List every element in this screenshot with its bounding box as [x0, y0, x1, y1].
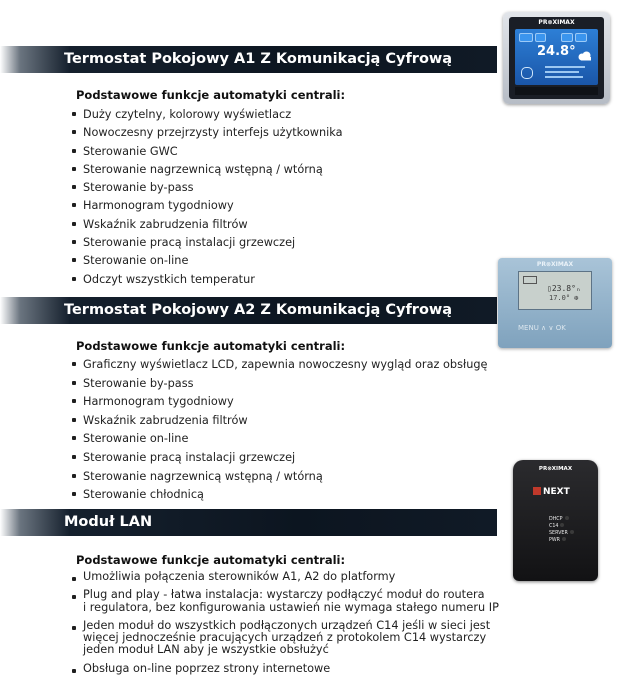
bullet-icon — [72, 149, 76, 153]
feature-item-label: Odczyt wszystkich temperatur — [83, 272, 255, 286]
feature-item — [72, 430, 487, 449]
feature-item-label: Sterowanie nagrzewnicą wstępną / wtórną — [83, 162, 323, 176]
thermostat-a1-image — [503, 12, 610, 104]
lan-module-leds — [549, 516, 574, 544]
feature-item-label: Sterowanie pracą instalacji grzewczej — [83, 450, 296, 464]
lan-led-label: C14 — [549, 524, 559, 529]
feature-item-line: Jeden moduł do wszystkich podłączonych urządzeń C14 jeśli w sieci jest — [83, 618, 491, 632]
feature-item-label: Sterowanie by-pass — [83, 181, 194, 195]
section-lan-subtitle: Podstawowe funkcje automatyki centrali: — [76, 553, 346, 567]
section-a2-features — [72, 356, 487, 505]
feature-item-label: Wskaźnik zabrudzenia filtrów — [83, 217, 248, 231]
thermostat-a1-brand: PR⊗XIMAX — [538, 19, 575, 26]
feature-item — [72, 412, 487, 431]
feature-item-label: Graficzny wyświetlacz LCD, zapewnia nowoczesny wygląd oraz obsługę — [83, 358, 488, 371]
thermostat-a1-temperature: 24.8° — [537, 44, 576, 59]
feature-item — [72, 449, 487, 468]
section-a2-title: Termostat Pokojowy A2 Z Komunikacją Cyfrową — [64, 302, 453, 318]
feature-item — [72, 143, 343, 161]
thermostat-a2-keys: MENU ∧ ∨ OK — [518, 324, 566, 332]
thermostat-a2-brand: PR⊗XIMAX — [536, 261, 574, 268]
bullet-icon — [72, 240, 76, 244]
bullet-icon — [72, 436, 76, 440]
feature-item — [72, 234, 343, 252]
feature-item — [72, 375, 487, 394]
feature-item-label: Sterowanie chłodnicą — [83, 488, 204, 502]
thermostat-a1-screen — [515, 29, 598, 85]
feature-item — [72, 197, 343, 215]
feature-item-label: Wskaźnik zabrudzenia filtrów — [83, 413, 248, 427]
feature-item — [72, 393, 487, 412]
bullet-icon — [72, 626, 76, 630]
section-lan-title: Moduł LAN — [64, 514, 153, 530]
feature-item — [72, 486, 487, 505]
bullet-icon — [72, 277, 76, 281]
feature-item-line: Plug and play - łatwa instalacja: wystarczy podłączyć moduł do routera — [83, 588, 485, 602]
bullet-icon — [72, 455, 76, 459]
bullet-icon — [72, 222, 76, 226]
bullet-icon — [72, 112, 76, 116]
feature-item — [72, 252, 343, 270]
feature-item-label: Nowoczesny przejrzysty interfejs użytkownika — [83, 126, 343, 140]
section-lan-header — [0, 509, 497, 536]
feature-item-line: więcej jednocześnie pracujących urządzeń z protokolem C14 wystarczy — [83, 631, 487, 645]
section-a1-features — [72, 106, 343, 289]
bullet-icon — [72, 474, 76, 478]
feature-item-label: Sterowanie on-line — [83, 432, 189, 446]
led-indicator-icon — [570, 530, 574, 534]
next-logo-icon — [533, 487, 541, 495]
feature-item-label: Harmonogram tygodniowy — [83, 395, 234, 409]
bullet-icon — [72, 381, 76, 385]
weather-cloud-icon — [577, 51, 593, 63]
section-a1-title: Termostat Pokojowy A1 Z Komunikacją Cyfrową — [64, 51, 453, 67]
feature-item-line: Umożliwia połączenia sterowników A1, A2 do platformy — [83, 570, 396, 583]
thermostat-a2-lcd-line1: ▯23.8°ₙ — [547, 284, 581, 293]
thermostat-a2-image — [498, 258, 612, 348]
feature-item-line: Obsługa on-line poprzez strony internetowe — [83, 661, 331, 675]
bullet-icon — [72, 399, 76, 403]
bullet-icon — [72, 203, 76, 207]
feature-item — [72, 468, 487, 487]
feature-item-label: Sterowanie on-line — [83, 254, 189, 268]
feature-item — [72, 179, 343, 197]
section-a2-header — [0, 297, 497, 324]
section-a2-subtitle: Podstawowe funkcje automatyki centrali: — [76, 339, 346, 353]
lan-module-image — [513, 460, 598, 581]
lan-led-label: DHCP — [549, 517, 563, 522]
feature-item-label: Sterowanie by-pass — [83, 376, 194, 390]
feature-item-label: Sterowanie nagrzewnicą wstępną / wtórną — [83, 469, 323, 483]
feature-item — [72, 663, 499, 675]
led-indicator-icon — [562, 537, 566, 541]
feature-item — [72, 216, 343, 234]
lan-led-label: SERVER — [549, 531, 568, 536]
feature-item-line: i regulatora, bez konfigurowania ustawień nie wymaga stałego numeru IP — [83, 600, 499, 614]
feature-item — [72, 571, 499, 583]
feature-item-label: Sterowanie pracą instalacji grzewczej — [83, 236, 296, 250]
feature-item-label: Harmonogram tygodniowy — [83, 199, 234, 213]
bullet-icon — [72, 669, 76, 673]
thermostat-a2-lcd-line2: 17.0° ❆ — [549, 294, 579, 302]
feature-item-label: Sterowanie GWC — [83, 144, 178, 158]
led-indicator-icon — [565, 516, 569, 520]
feature-item — [72, 106, 343, 124]
bullet-icon — [72, 492, 76, 496]
feature-item-line: jeden moduł LAN aby je wszystkie obsłużyć — [83, 643, 329, 657]
feature-item-label: Duży czytelny, kolorowy wyświetlacz — [83, 108, 292, 121]
lan-led-label: PWR — [549, 538, 560, 543]
thermostat-a2-lcd — [518, 271, 592, 310]
feature-item — [72, 356, 487, 375]
bullet-icon — [72, 418, 76, 422]
bullet-icon — [72, 362, 76, 366]
bullet-icon — [72, 185, 76, 189]
bullet-icon — [72, 167, 76, 171]
section-lan-features — [72, 571, 499, 681]
lan-module-brand: PR⊗XIMAX — [538, 466, 573, 472]
bullet-icon — [72, 595, 76, 599]
lan-module-logo: NEXT — [533, 487, 570, 497]
feature-item — [72, 124, 343, 142]
feature-item — [72, 161, 343, 179]
bullet-icon — [72, 577, 76, 581]
feature-item — [72, 271, 343, 289]
led-indicator-icon — [560, 523, 564, 527]
feature-item — [72, 589, 499, 614]
section-a1-subtitle: Podstawowe funkcje automatyki centrali: — [76, 88, 346, 102]
feature-item — [72, 620, 499, 657]
bullet-icon — [72, 130, 76, 134]
section-a1-header — [0, 46, 497, 73]
bullet-icon — [72, 258, 76, 262]
